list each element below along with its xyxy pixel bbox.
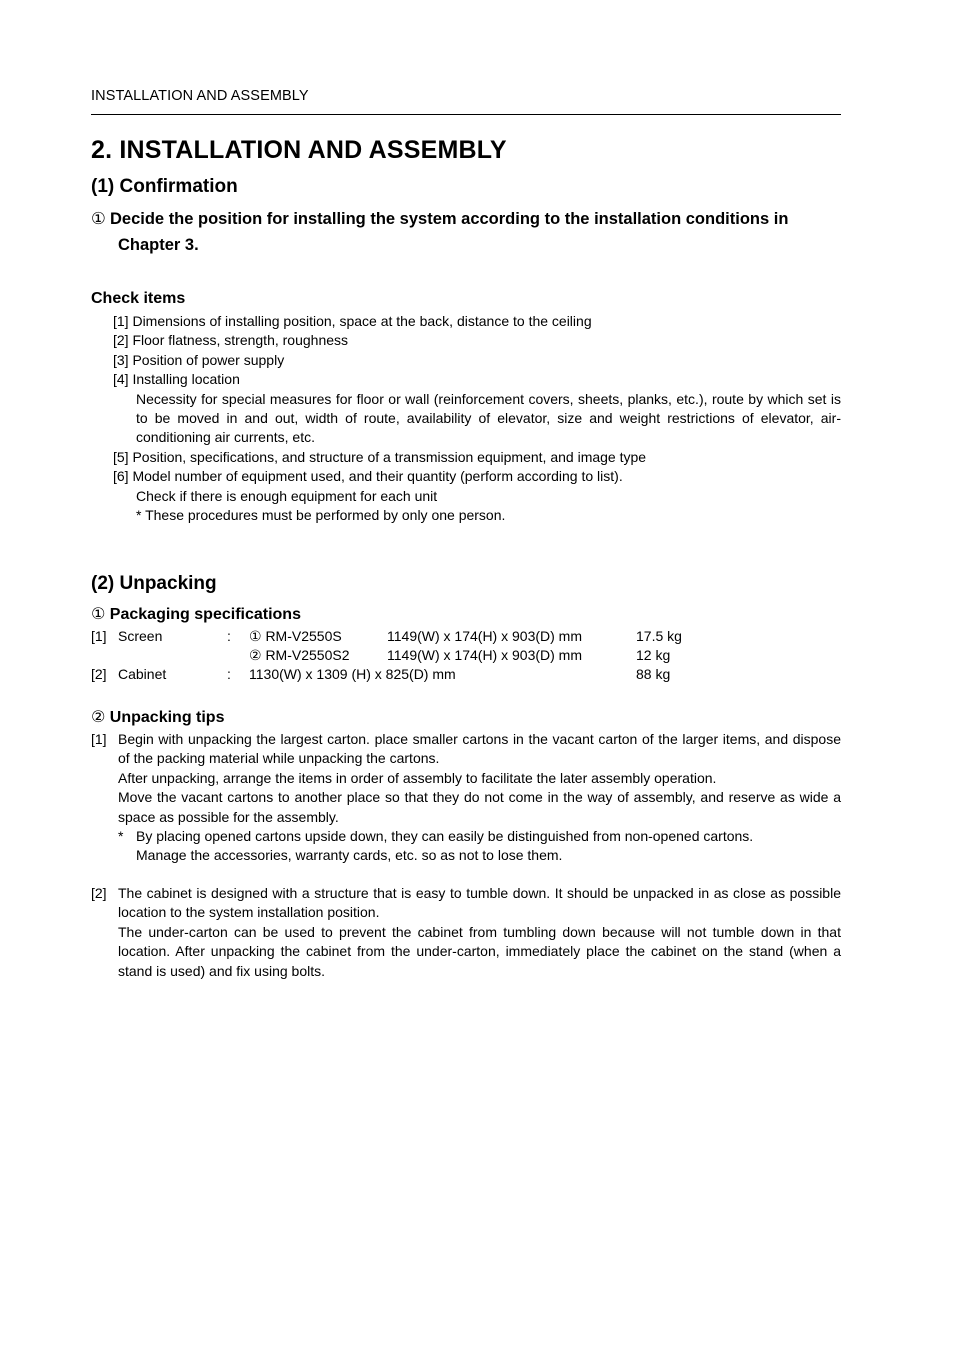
note-asterisk: * xyxy=(118,828,124,845)
header-divider xyxy=(91,114,841,115)
check-item: [4] Installing location xyxy=(113,371,240,388)
section-heading-confirmation: (1) Confirmation xyxy=(91,176,238,197)
tip-note-text: Manage the accessories, warranty cards, etc. so as not to lose them. xyxy=(136,847,563,864)
running-header: INSTALLATION AND ASSEMBLY xyxy=(91,88,309,104)
check-item: [3] Position of power supply xyxy=(113,351,285,368)
tip-number: [2] xyxy=(91,885,107,901)
check-item-detail: Necessity for special measures for floor or wall (reinforcement covers, sheets, planks, etc.), route by which set is to be moved in and out, width of route, availability of elevator, size and weight restrictions of elevator, air-conditioning air currents, etc. xyxy=(136,390,841,446)
spec-row xyxy=(91,665,841,684)
packaging-spec-heading xyxy=(91,604,301,624)
spec-item: Screen xyxy=(118,628,163,644)
check-item: [1] Dimensions of installing position, space at the back, distance to the ceiling xyxy=(113,313,592,329)
section-heading-unpacking: (2) Unpacking xyxy=(91,573,217,594)
spec-weight: 17.5 kg xyxy=(636,628,682,644)
spec-weight: 12 kg xyxy=(636,647,671,663)
tip-paragraph: Move the vacant cartons to another place so that they do not come in the way of assembly, and reserve as wide a space as possible for the assembly. xyxy=(118,789,841,825)
spec-dimensions: 1149(W) x 174(H) x 903(D) mm xyxy=(387,628,583,644)
spec-weight: 88 kg xyxy=(636,666,671,682)
spec-row xyxy=(91,627,841,646)
check-items-list xyxy=(113,312,841,525)
check-item: [2] Floor flatness, strength, roughness xyxy=(113,332,349,349)
unpacking-tip xyxy=(91,884,841,981)
confirmation-lead xyxy=(91,206,841,258)
check-item-detail: Check if there is enough equipment for each unit xyxy=(136,487,438,504)
check-item-note: * These procedures must be performed by only one person. xyxy=(136,507,506,524)
packaging-spec-table xyxy=(91,627,841,684)
unpacking-tip xyxy=(91,730,841,866)
tip-note xyxy=(91,827,841,866)
spec-item: Cabinet xyxy=(118,666,167,682)
unpacking-tips-list-2 xyxy=(91,884,841,981)
circled-number-1: ① xyxy=(91,210,106,228)
spec-row xyxy=(91,646,841,665)
page-title: 2. INSTALLATION AND ASSEMBLY xyxy=(91,136,507,164)
tip-paragraph: The cabinet is designed with a structure that is easy to tumble down. It should be unpacked in as close as possible location to the system installation position. xyxy=(118,885,841,921)
lead-line-1: Decide the position for installing the system according to the installation conditions in xyxy=(110,210,789,228)
spec-model: 1130(W) x 1309 (H) x 825(D) mm xyxy=(249,666,456,682)
unpacking-tips-list xyxy=(91,730,841,866)
tip-paragraph: After unpacking, arrange the items in order of assembly to facilitate the later assembly operation. xyxy=(118,769,717,786)
spec-model: ② RM-V2550S2 xyxy=(249,647,350,663)
check-item: [5] Position, specifications, and structure of a transmission equipment, and image type xyxy=(113,448,647,465)
tip-paragraph: The under-carton can be used to prevent the cabinet from tumbling down because will not tumble down in that location. After unpacking the cabinet from the under-carton, immediately place the cabinet on the stand (when a stand is used) and fix using bolts. xyxy=(118,923,841,979)
check-items-heading: Check items xyxy=(91,290,186,307)
spec-colon: : xyxy=(227,666,231,682)
check-item: [6] Model number of equipment used, and their quantity (perform according to list). xyxy=(113,468,623,485)
unpacking-tips-heading xyxy=(91,707,224,727)
tip-paragraph: Begin with unpacking the largest carton. place smaller cartons in the vacant carton of the larger items, and dispose of the packing material while unpacking the cartons. xyxy=(118,731,841,767)
spec-index: [2] xyxy=(91,666,107,682)
spec-model: ① RM-V2550S xyxy=(249,628,342,644)
spec-index: [1] xyxy=(91,628,107,644)
circled-number-2: ② xyxy=(91,709,106,726)
tip-note-text: By placing opened cartons upside down, they can easily be distinguished from non-opened cartons. xyxy=(136,828,754,845)
circled-number-1: ① xyxy=(91,606,106,623)
packaging-spec-title: Packaging specifications xyxy=(109,606,301,623)
spec-colon: : xyxy=(227,628,231,644)
lead-line-2: Chapter 3. xyxy=(118,236,199,254)
unpacking-tips-title: Unpacking tips xyxy=(109,709,225,726)
spec-dimensions: 1149(W) x 174(H) x 903(D) mm xyxy=(387,647,583,663)
tip-number: [1] xyxy=(91,731,107,747)
